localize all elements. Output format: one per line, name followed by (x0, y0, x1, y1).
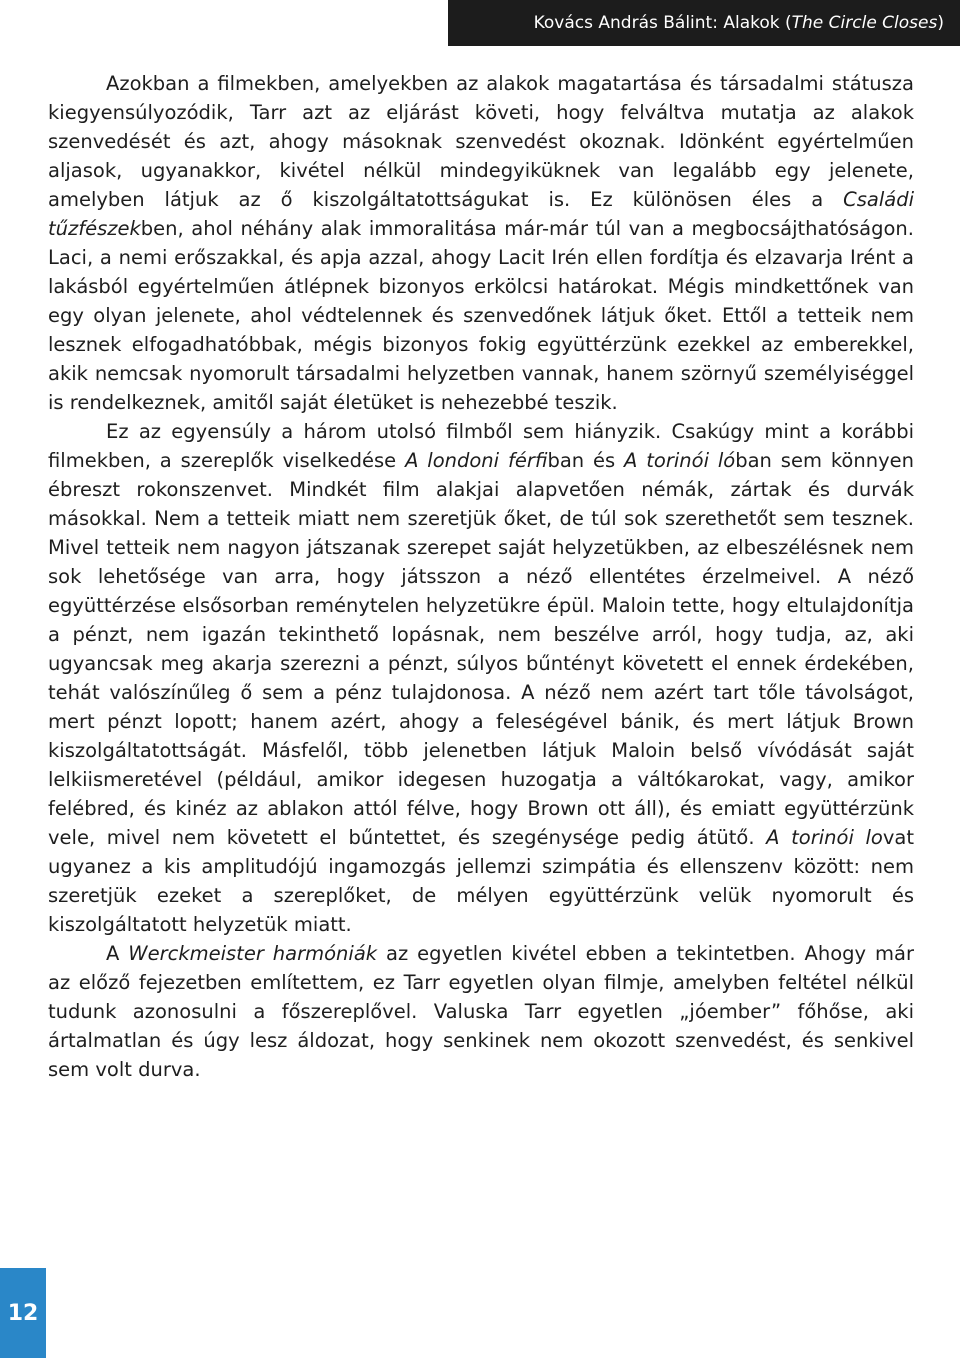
film-title: Werckmeister harmóniák (128, 942, 378, 965)
body-text (48, 69, 914, 1084)
page-number-badge (0, 1268, 46, 1358)
film-title: Családi tűzfészek (48, 188, 914, 240)
running-header (448, 0, 960, 46)
text-run: Azokban a filmekben, amelyekben az alakok magatartása és társadalmi státusza kiegyensúlyozódik, Tarr azt az eljárást követi, hogy felváltva mutatja az alakok szenvedését és azt, ahogy másoknak szenvedést okoznak. Idönként egyértelműen aljasok, ugyanakkor, kivétel nélkül mindegyiküknek van legalább egy jelenete, amelyben látjuk az ő kiszolgáltatottságukat is. Ez különösen éles a (48, 72, 914, 211)
text-run: vat ugyanez a kis amplitudójú ingamozgás jellemzi szimpátia és ellenszenv között: nem szeretjük ezeket a szereplőket, de mélyen együttérzünk velük nyomorult és kiszolgáltatott helyzetük miatt. (48, 826, 914, 936)
text-run: ben, ahol néhány alak immoralitása már-már túl van a megbocsájthatóságon. Laci, a nemi erőszakkal, és apja azzal, ahogy Lacit Irén ellen fordítja és elzavarja Irént a lakásból egyértelműen átlépnek bizonyos erkölcsi határokat. Mégis mindkettőnek van egy olyan jelenete, ahol védtelennek és szenvedőnek látjuk őket. Ettől a tetteik nem lesznek elfogadhatóbbak, mégis bizonyos fokig együttérzünk ezekkel az emberekkel, akik nemcsak nyomorult társadalmi helyzetben vannak, hanem szörnyű személyiséggel is rendelkeznek, amitől saját életüket is nehezebbé teszik. (48, 217, 914, 414)
text-run: az egyetlen kivétel ebben a tekintetben. Ahogy már az előző fejezetben említettem, ez Tarr egyetlen olyan filmje, amelyben feltétel nélkül tudunk azonosulni a főszereplővel. Valuska Tarr egyetlen „jóember” főhőse, aki ártalmatlan és úgy lesz áldozat, hogy senkinek nem okozott szenvedést, és senkivel sem volt durva. (48, 942, 914, 1081)
film-title: A torinói ló (624, 449, 736, 472)
header-close-paren: ) (937, 13, 944, 33)
page-number: 12 (7, 1300, 39, 1326)
text-run: ban és (547, 449, 625, 472)
text-run: A (106, 942, 129, 965)
film-title: A londoni férfi (405, 449, 548, 472)
header-subtitle: The Circle Closes (791, 13, 938, 33)
text-run: Ez az egyensúly a három utolsó filmből sem hiányzik. Csakúgy mint a korábbi filmekben, a szereplők viselkedése (48, 420, 914, 472)
header-author-title: Kovács András Bálint: Alakok ( (533, 13, 792, 33)
paragraph (48, 69, 914, 417)
paragraph (48, 417, 914, 939)
paragraph (48, 939, 914, 1084)
text-run: ban sem könnyen ébreszt rokonszenvet. Mindkét film alakjai alapvetően némák, zártak és durvák másokkal. Nem a tetteik miatt nem szeretjük őket, de túl sok szerethetőt sem tesznek. Mivel tetteik nem nagyon játszanak szerepet saját helyzetükben, az elbeszélésnek nem sok lehetősége van arra, hogy játsszon a néző ellentétes érzelmeivel. A néző együttérzése elsősorban reménytelen helyzetükre épül. Maloin tette, hogy eltulajdonítja a pénzt, nem igazán tekinthető lopásnak, nem beszélve arról, hogy tudja, az, aki ugyancsak meg akarja szerezni a pénzt, súlyos bűntényt követett el ennek érdekében, tehát valószínűleg ő sem a pénz tulajdonosa. A néző nem azért tart tőle távolságot, mert pénzt lopott; hanem azért, ahogy a feleségével bánik, és mert látjuk Brown kiszolgáltatottságát. Másfelől, több jelenetben látjuk Maloin belső vívódását saját lelkiismeretével (például, amikor idegesen huzogatja a váltókarokat, vagy, amikor felébred, és kinéz az ablakon attól félve, hogy Brown ott áll), és emiatt együttérzünk vele, mivel nem követett el bűntettet, és szegénysége pedig átütő. (48, 449, 914, 849)
film-title: A torinói lo (766, 826, 883, 849)
